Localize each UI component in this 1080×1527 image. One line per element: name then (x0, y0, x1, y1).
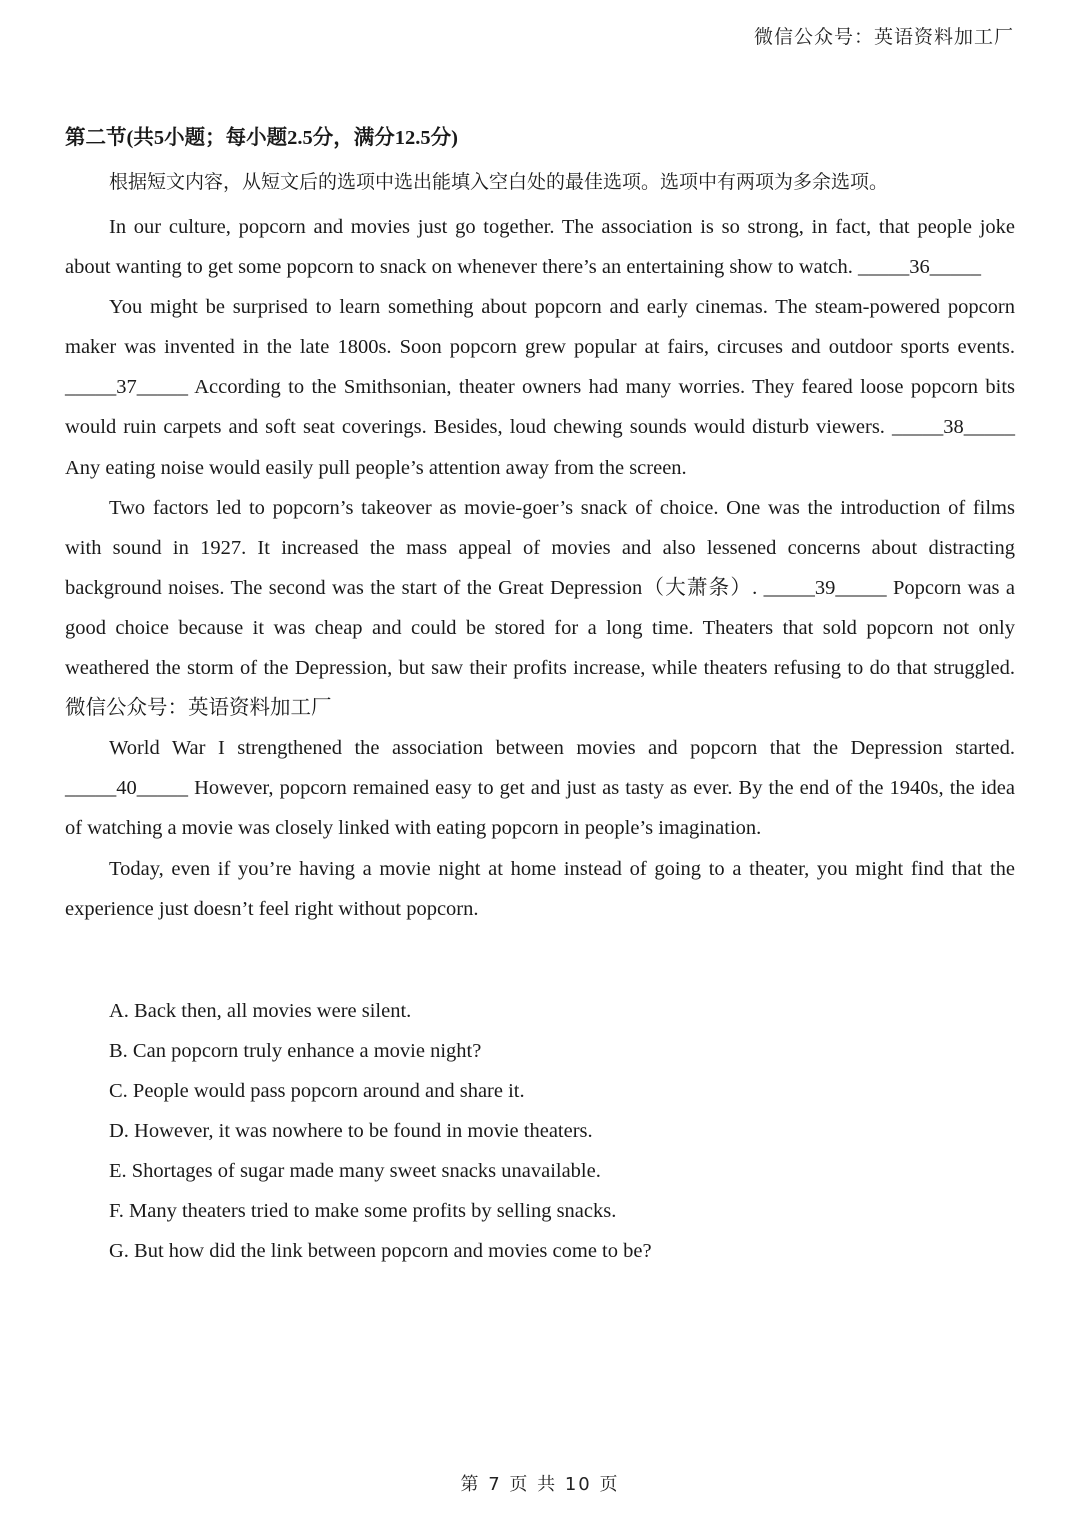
option-c: C. People would pass popcorn around and share it. (109, 1079, 525, 1102)
options-list (65, 991, 1015, 1271)
option-b: B. Can popcorn truly enhance a movie night? (109, 1039, 482, 1062)
passage-paragraph-3: Two factors led to popcorn’s takeover as movie-goer’s snack of choice. One was the introduction of films with sound in 1927. It increased the mass appeal of movies and also lessened concerns about distracting background noises. The second was the start of the Great Depression（大萧条）. _____39_____ Popcorn was a good choice because it was cheap and could be stored for a long time. Theaters that sold popcorn not only weathered the storm of the Depression, but saw their profits increase, while theaters refusing to do that struggled. 微信公众号：英语资料加工厂 (65, 496, 1015, 720)
document-body (65, 120, 1015, 1271)
section-instruction: 根据短文内容，从短文后的选项中选出能填入空白处的最佳选项。选项中有两项为多余选项。 (109, 171, 889, 193)
option-e: E. Shortages of sugar made many sweet snacks unavailable. (109, 1159, 601, 1182)
option-g: G. But how did the link between popcorn and movies come to be? (109, 1239, 652, 1262)
passage-paragraph-2: You might be surprised to learn something about popcorn and early cinemas. The steam-powered popcorn maker was invented in the late 1800s. Soon popcorn grew popular at fairs, circuses and outdoor sports events. _____37_____ According to the Smithsonian, theater owners had many worries. They feared loose popcorn bits would ruin carpets and soft seat coverings. Besides, loud chewing sounds would disturb viewers. _____38_____ Any eating noise would easily pull people’s attention away from the screen. (65, 296, 1015, 479)
section-title: 第二节(共5小题；每小题2.5分，满分12.5分) (65, 127, 458, 149)
option-d: D. However, it was nowhere to be found in movie theaters. (109, 1119, 593, 1142)
passage-paragraph-5: Today, even if you’re having a movie night at home instead of going to a theater, you might find that the experience just doesn’t feel right without popcorn. (65, 857, 1015, 920)
passage-paragraph-4: World War I strengthened the association between movies and popcorn that the Depression started. _____40_____ However, popcorn remained easy to get and just as tasty as ever. By the end of the 1940s, the idea of watching a movie was closely linked with eating popcorn in people’s imagination. (65, 737, 1015, 840)
page-number: 第 7 页 共 10 页 (460, 1474, 620, 1495)
option-f: F. Many theaters tried to make some profits by selling snacks. (109, 1199, 617, 1222)
option-a: A. Back then, all movies were silent. (109, 999, 412, 1022)
header-watermark: 微信公众号：英语资料加工厂 (753, 26, 1014, 48)
passage-paragraph-1: In our culture, popcorn and movies just go together. The association is so strong, in fact, that people joke about wanting to get some popcorn to snack on whenever there’s an entertaining show to watch. _____36_____ (65, 216, 1015, 279)
